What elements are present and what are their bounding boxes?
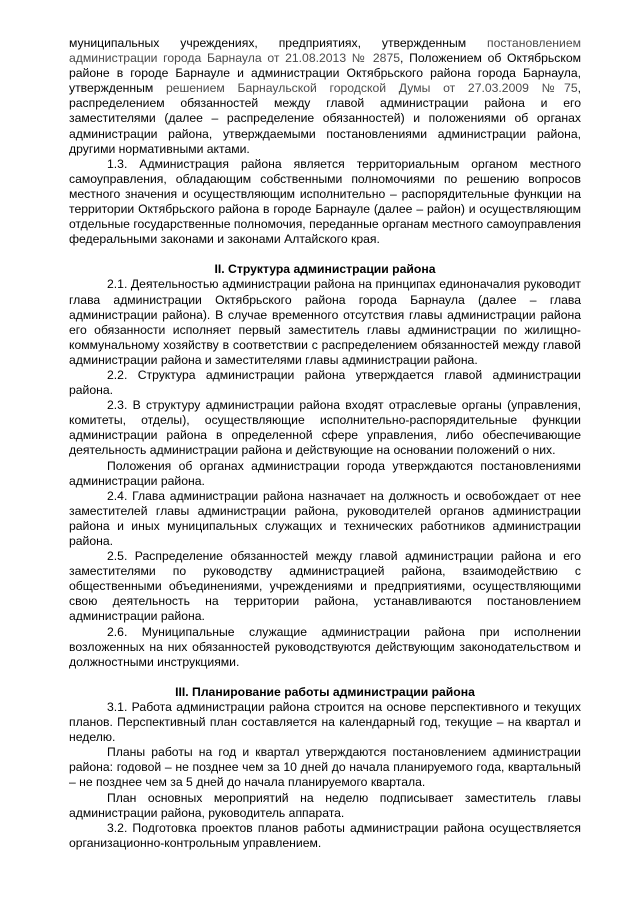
section-3-heading: III. Планирование работы администрации района xyxy=(175,684,475,699)
paragraph-2-1: 2.1. Деятельностью администрации района на принципах единоначалия руководит глава администрации Октябрьского района города Барнаула (далее – глава администрации района). В случае временного отсутствия главы администрации района его обязанности исполняет первый заместитель главы администрации по жилищно-коммунальному хозяйству в соответствии с распределением обязанностей между главой администрации района и заместителями главы администрации района. xyxy=(69,277,581,367)
intro-text-3: , распределением обязанностей между главой администрации района и его заместителями (далее – распределение обязанностей) и положениями об органах администрации района, утверждаемыми постановлениями администрации района, другими нормативными актами. xyxy=(69,81,581,156)
paragraph-3-1-weekly-plan: План основных мероприятий на неделю подписывает заместитель главы администрации района, руководитель аппарата. xyxy=(69,790,581,820)
paragraph-2-6: 2.6. Муниципальные служащие администрации района при исполнении возложенных на них обязанностей руководствуются действующим законодательством и должностными инструкциями. xyxy=(69,624,581,669)
section-2-heading: II. Структура администрации района xyxy=(214,262,436,277)
intro-text-2: , Положением об Октябрьском районе в городе Барнауле и администрации Октябрьского района города Барнаула, утвержденным xyxy=(69,51,582,96)
intro-paragraph xyxy=(69,36,581,157)
paragraph-3-2: 3.2. Подготовка проектов планов работы администрации района осуществляется организационно-контрольным управлением. xyxy=(69,820,581,850)
resolution-reference: постановлением администрации города Барнаула от 21.08.2013 № 2875 xyxy=(69,36,581,66)
paragraph-2-3-regulations: Положения об органах администрации города утверждаются постановлениями администрации района. xyxy=(69,458,581,488)
paragraph-1-3: 1.3. Администрация района является территориальным органом местного самоуправления, обладающим собственными полномочиями по решению вопросов местного значения и осуществляющим исполнительно – распорядительные функции на территории Октябрьского района в городе Барнауле (далее – район) и осуществляющим отдельные государственные полномочия, переданные органам местного самоуправления федеральными законами и законами Алтайского края. xyxy=(69,156,581,247)
duma-decision-reference: решением Барнаульской городской Думы от 27.03.2009 №75 xyxy=(165,81,578,96)
paragraph-2-5: 2.5. Распределение обязанностей между главой администрации района и его заместителями по руководству администрацией района, взаимодействию с общественными объединениями, учреждениями и предприятиями, осуществляющими свою деятельность на территории района, устанавливаются постановлением администрации района. xyxy=(69,549,581,624)
paragraph-2-4: 2.4. Глава администрации района назначает на должность и освобождает от нее заместителей главы администрации района, руководителей органов администрации района и иных муниципальных служащих и технических работников администрации района. xyxy=(69,488,581,548)
paragraph-2-2: 2.2. Структура администрации района утверждается главой администрации района. xyxy=(69,367,581,398)
paragraph-2-3: 2.3. В структуру администрации района входят отраслевые органы (управления, комитеты, отделы), осуществляющие исполнительно-распорядительные функции администрации района в определенной сфере управления, либо обеспечивающие деятельность администрации района и действующие на основании положений о них. xyxy=(69,398,581,458)
intro-text-1: муниципальных учреждениях, предприятиях, утвержденным xyxy=(69,36,488,50)
paragraph-3-1: 3.1. Работа администрации района строится на основе перспективного и текущих планов. Перспективный план составляется на календарный год, текущие – на квартал и неделю. xyxy=(69,699,581,745)
paragraph-3-1-plans: Планы работы на год и квартал утверждаются постановлением администрации района: годовой – не позднее чем за 10 дней до начала планируемого года, квартальный – не позднее чем за 5 дней до начала планируемого квартала. xyxy=(69,745,581,790)
